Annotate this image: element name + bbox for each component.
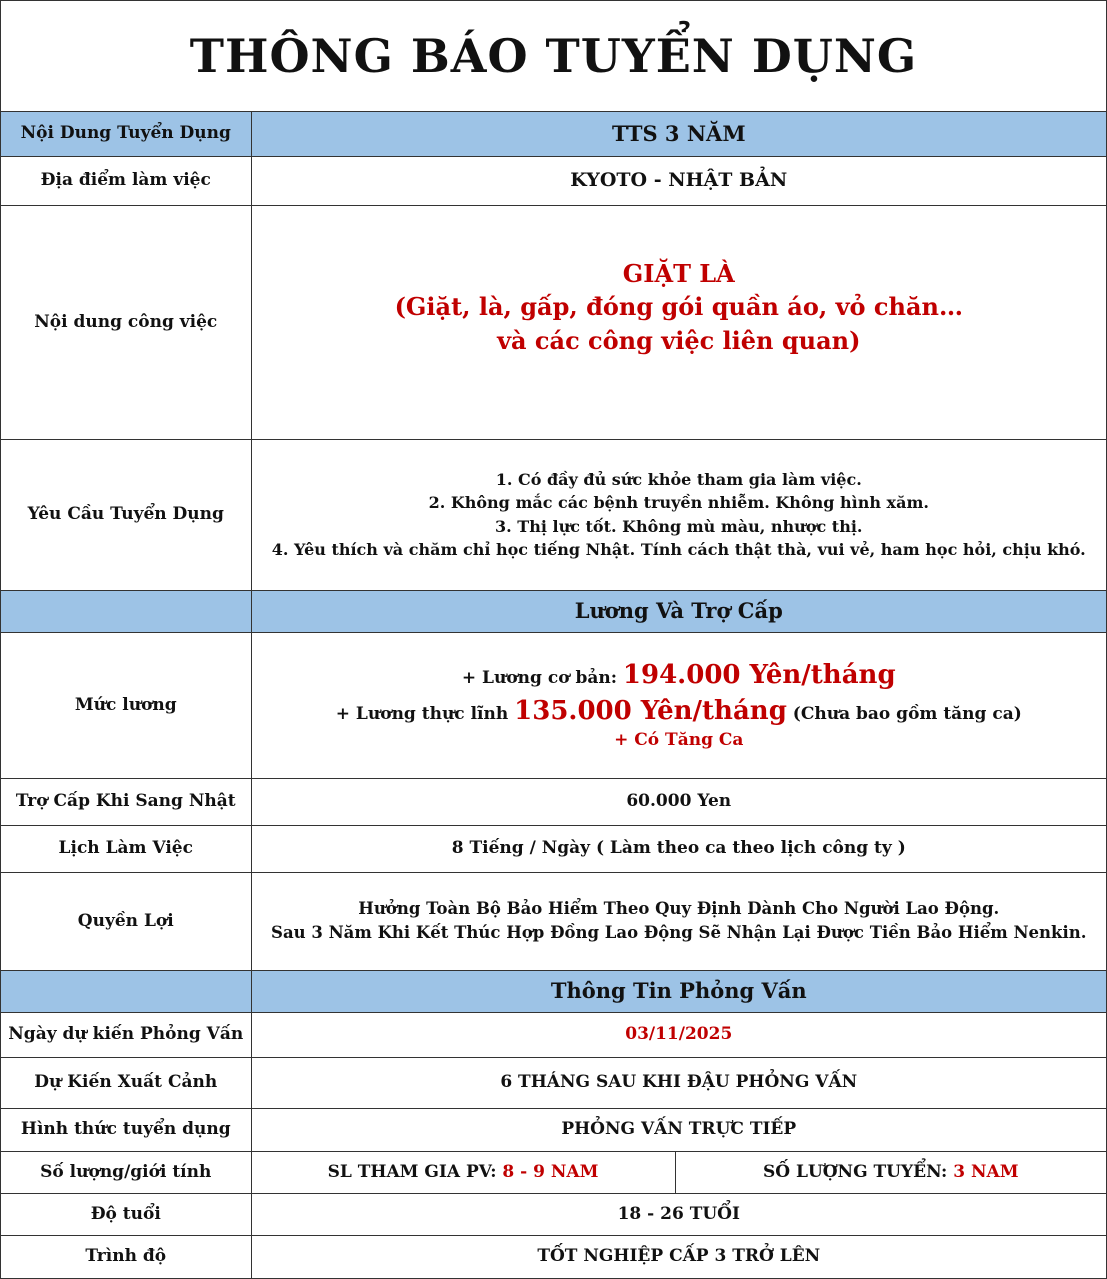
value-content: TTS 3 NĂM: [251, 112, 1106, 156]
label-quantity: Số lượng/giới tính: [1, 1151, 251, 1193]
basic-salary-value: 194.000 Yên/tháng: [622, 660, 896, 691]
label-benefits: Quyền Lợi: [1, 872, 251, 970]
overtime-note: + Có Tăng Ca: [614, 729, 744, 750]
label-schedule: Lịch Làm Việc: [1, 825, 251, 872]
value-benefits: [251, 872, 1106, 970]
interview-section-header: Thông Tin Phỏng Vấn: [251, 970, 1106, 1012]
salary-section-header: Lương Và Trợ Cấp: [251, 590, 1106, 632]
basic-salary: [258, 658, 1101, 693]
row-content: [1, 112, 1106, 156]
value-salary: [251, 632, 1106, 778]
label-salary: Mức lương: [1, 632, 251, 778]
row-requirements: [1, 439, 1106, 590]
row-benefits: [1, 872, 1106, 970]
value-job: [251, 205, 1106, 439]
row-departure: [1, 1057, 1106, 1108]
net-salary-value: 135.000 Yên/tháng: [514, 695, 787, 726]
net-salary: [258, 694, 1101, 729]
label-age: Độ tuổi: [1, 1193, 251, 1235]
basic-salary-prefix: + Lương cơ bản:: [461, 668, 617, 689]
value-allowance: 60.000 Yen: [251, 778, 1106, 825]
requirement-item: 4. Yêu thích và chăm chỉ học tiếng Nhật. Tính cách thật thà, vui vẻ, ham học hỏi, chịu khó.: [271, 539, 1086, 559]
requirement-item: 2. Không mắc các bệnh truyền nhiễm. Không hình xăm.: [428, 493, 929, 513]
participants-value: 8 - 9 NAM: [502, 1161, 599, 1182]
requirement-item: 1. Có đầy đủ sức khỏe tham gia làm việc.: [495, 470, 862, 490]
row-interview-section: [1, 970, 1106, 1012]
interview-section-spacer: [1, 970, 251, 1012]
label-allowance: Trợ Cấp Khi Sang Nhật: [1, 778, 251, 825]
value-method: PHỎNG VẤN TRỰC TIẾP: [251, 1108, 1106, 1151]
row-location: [1, 156, 1106, 205]
salary-section-spacer: [1, 590, 251, 632]
job-title: GIẶT LÀ: [622, 258, 735, 288]
label-job: Nội dung công việc: [1, 205, 251, 439]
label-requirements: Yêu Cầu Tuyển Dụng: [1, 439, 251, 590]
label-education: Trình độ: [1, 1235, 251, 1278]
row-allowance: [1, 778, 1106, 825]
benefit-line: Sau 3 Năm Khi Kết Thúc Hợp Đồng Lao Động Sẽ Nhận Lại Được Tiền Bảo Hiểm Nenkin.: [271, 923, 1087, 942]
recruitment-table: [1, 112, 1106, 1279]
value-participants: [251, 1151, 675, 1193]
job-detail-1: (Giặt, là, gấp, đóng gói quần áo, vỏ chăn…: [394, 292, 963, 322]
label-method: Hình thức tuyển dụng: [1, 1108, 251, 1151]
value-schedule: 8 Tiếng / Ngày ( Làm theo ca theo lịch công ty ): [251, 825, 1106, 872]
row-interview-date: [1, 1012, 1106, 1057]
row-quantity: [1, 1151, 1106, 1193]
job-detail-2: và các công việc liên quan): [497, 325, 861, 355]
row-education: [1, 1235, 1106, 1278]
hire-value: 3 NAM: [953, 1161, 1019, 1182]
value-education: TỐT NGHIỆP CẤP 3 TRỞ LÊN: [251, 1235, 1106, 1278]
net-salary-prefix: + Lương thực lĩnh: [335, 703, 509, 724]
participants-label: SL THAM GIA PV:: [327, 1161, 497, 1182]
value-requirements: [251, 439, 1106, 590]
page-title: THÔNG BÁO TUYỂN DỤNG: [1, 1, 1106, 112]
row-salary: [1, 632, 1106, 778]
label-interview-date: Ngày dự kiến Phỏng Vấn: [1, 1012, 251, 1057]
benefit-line: Hưởng Toàn Bộ Bảo Hiểm Theo Quy Định Dành Cho Người Lao Động.: [358, 899, 1000, 919]
row-schedule: [1, 825, 1106, 872]
value-hire: [675, 1151, 1106, 1193]
label-content: Nội Dung Tuyển Dụng: [1, 112, 251, 156]
row-age: [1, 1193, 1106, 1235]
row-salary-section: [1, 590, 1106, 632]
requirement-item: 3. Thị lực tốt. Không mù màu, nhược thị.: [495, 516, 863, 536]
value-age: 18 - 26 TUỔI: [251, 1193, 1106, 1235]
row-method: [1, 1108, 1106, 1151]
net-salary-note: (Chưa bao gồm tăng ca): [792, 703, 1022, 724]
label-departure: Dự Kiến Xuất Cảnh: [1, 1057, 251, 1108]
row-job: [1, 205, 1106, 439]
hire-label: SỐ LƯỢNG TUYỂN:: [762, 1161, 948, 1182]
value-location: KYOTO - NHẬT BẢN: [251, 156, 1106, 205]
value-departure: 6 THÁNG SAU KHI ĐẬU PHỎNG VẤN: [251, 1057, 1106, 1108]
value-interview-date: 03/11/2025: [251, 1012, 1106, 1057]
label-location: Địa điểm làm việc: [1, 156, 251, 205]
